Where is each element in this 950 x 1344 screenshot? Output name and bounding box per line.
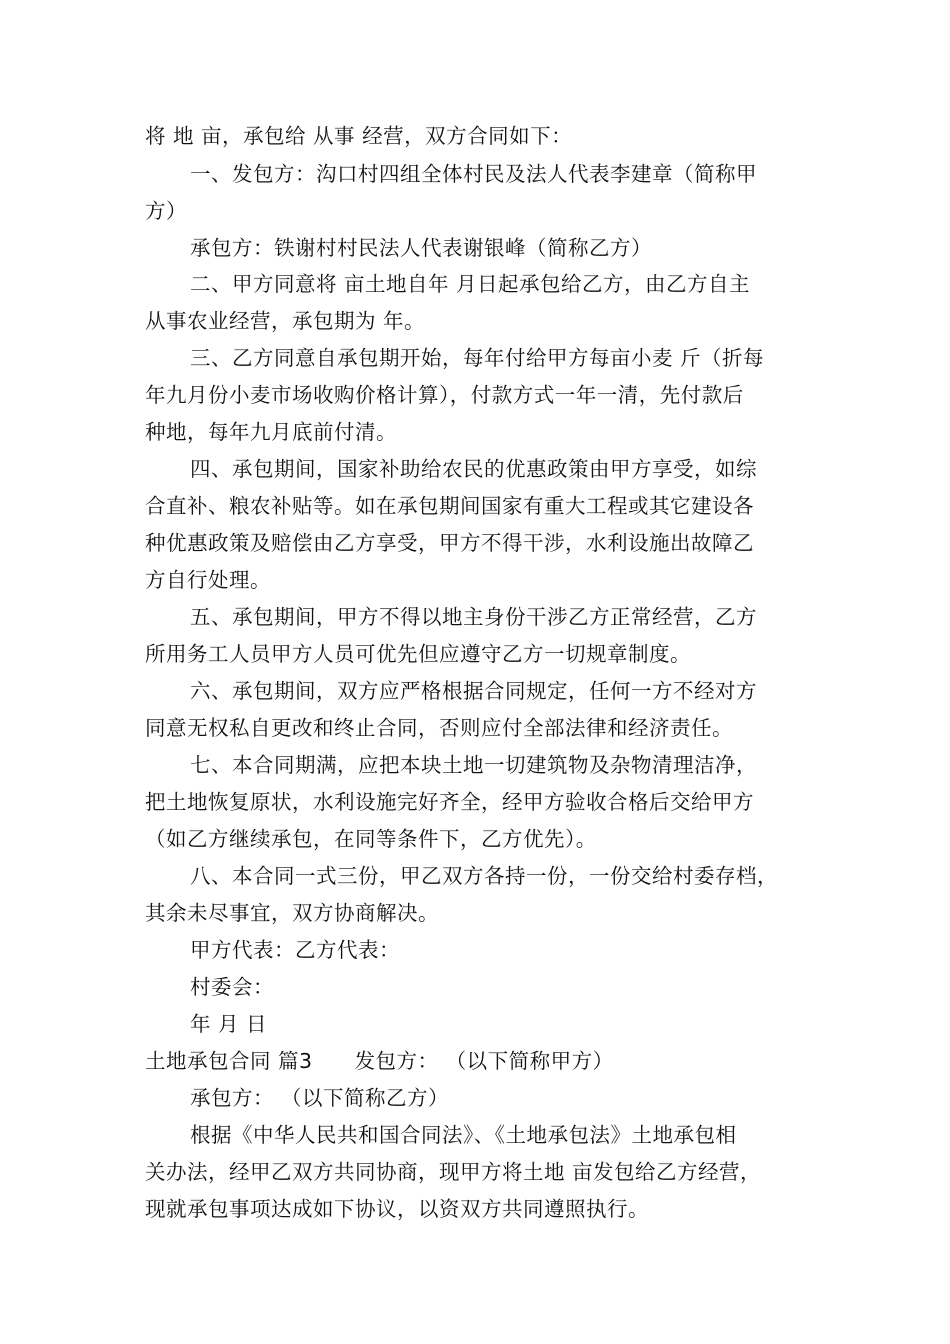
- paragraph-line: 三、乙方同意自承包期开始，每年付给甲方每亩小麦 斤（折每: [190, 346, 765, 370]
- paragraph-line: 现就承包事项达成如下协议，以资双方共同遵照执行。: [145, 1197, 649, 1221]
- section-heading: [145, 1043, 850, 1080]
- paragraph-line: 承包方：铁谢村村民法人代表谢银峰（简称乙方）: [190, 236, 652, 260]
- paragraph-line: 七、本合同期满，应把本块土地一切建筑物及杂物清理洁净，: [190, 753, 757, 777]
- village-committee-line: 村委会：: [190, 975, 274, 999]
- paragraph-line: 五、承包期间，甲方不得以地主身份干涉乙方正常经营，乙方: [190, 605, 757, 629]
- paragraph-line: 承包方： （以下简称乙方）: [190, 1086, 450, 1110]
- paragraph-line: 方自行处理。: [145, 568, 271, 592]
- paragraph-line: 年九月份小麦市场收购价格计算），付款方式一年一清，先付款后: [145, 383, 744, 407]
- paragraph-line: 把土地恢复原状，水利设施完好齐全，经甲方验收合格后交给甲方: [145, 790, 754, 814]
- paragraph-line: 二、甲方同意将 亩土地自年 月日起承包给乙方，由乙方自主: [190, 272, 751, 296]
- paragraph-line: 种优惠政策及赔偿由乙方享受，甲方不得干涉，水利设施出故障乙: [145, 531, 754, 555]
- paragraph-line: 方）: [145, 199, 187, 223]
- paragraph-line: （如乙方继续承包，在同等条件下，乙方优先）。: [145, 827, 597, 851]
- paragraph-line: 从事农业经营，承包期为 年。: [145, 309, 426, 333]
- paragraph-line: 六、承包期间，双方应严格根据合同规定，任何一方不经对方: [190, 679, 757, 703]
- section-title: 土地承包合同 篇3: [145, 1049, 313, 1073]
- paragraph-line: 其余未尽事宜，双方协商解决。: [145, 901, 439, 925]
- paragraph-line: 一、发包方：沟口村四组全体村民及法人代表李建章（简称甲: [190, 162, 757, 186]
- paragraph-line: 所用务工人员甲方人员可优先但应遵守乙方一切规章制度。: [145, 642, 691, 666]
- paragraph-line: 八、本合同一式三份，甲乙双方各持一份，一份交给村委存档，: [190, 864, 778, 888]
- paragraph-line: 同意无权私自更改和终止合同，否则应付全部法律和经济责任。: [145, 716, 733, 740]
- paragraph-line: 种地，每年九月底前付清。: [145, 420, 397, 444]
- date-line: 年 月 日: [190, 1012, 268, 1036]
- paragraph-line: 根据《中华人民共和国合同法》、《土地承包法》土地承包相: [190, 1123, 737, 1147]
- section-heading-party: 发包方： （以下简称甲方）: [354, 1049, 614, 1073]
- signature-line: 甲方代表：乙方代表：: [190, 938, 400, 962]
- paragraph-line: 关办法，经甲乙双方共同协商，现甲方将土地 亩发包给乙方经营，: [145, 1160, 762, 1184]
- paragraph-line: 四、承包期间，国家补助给农民的优惠政策由甲方享受，如综: [190, 457, 757, 481]
- paragraph-line: 合直补、粮农补贴等。如在承包期间国家有重大工程或其它建设各: [145, 494, 754, 518]
- paragraph-line: 将 地 亩，承包给 从事 经营，双方合同如下：: [145, 124, 573, 148]
